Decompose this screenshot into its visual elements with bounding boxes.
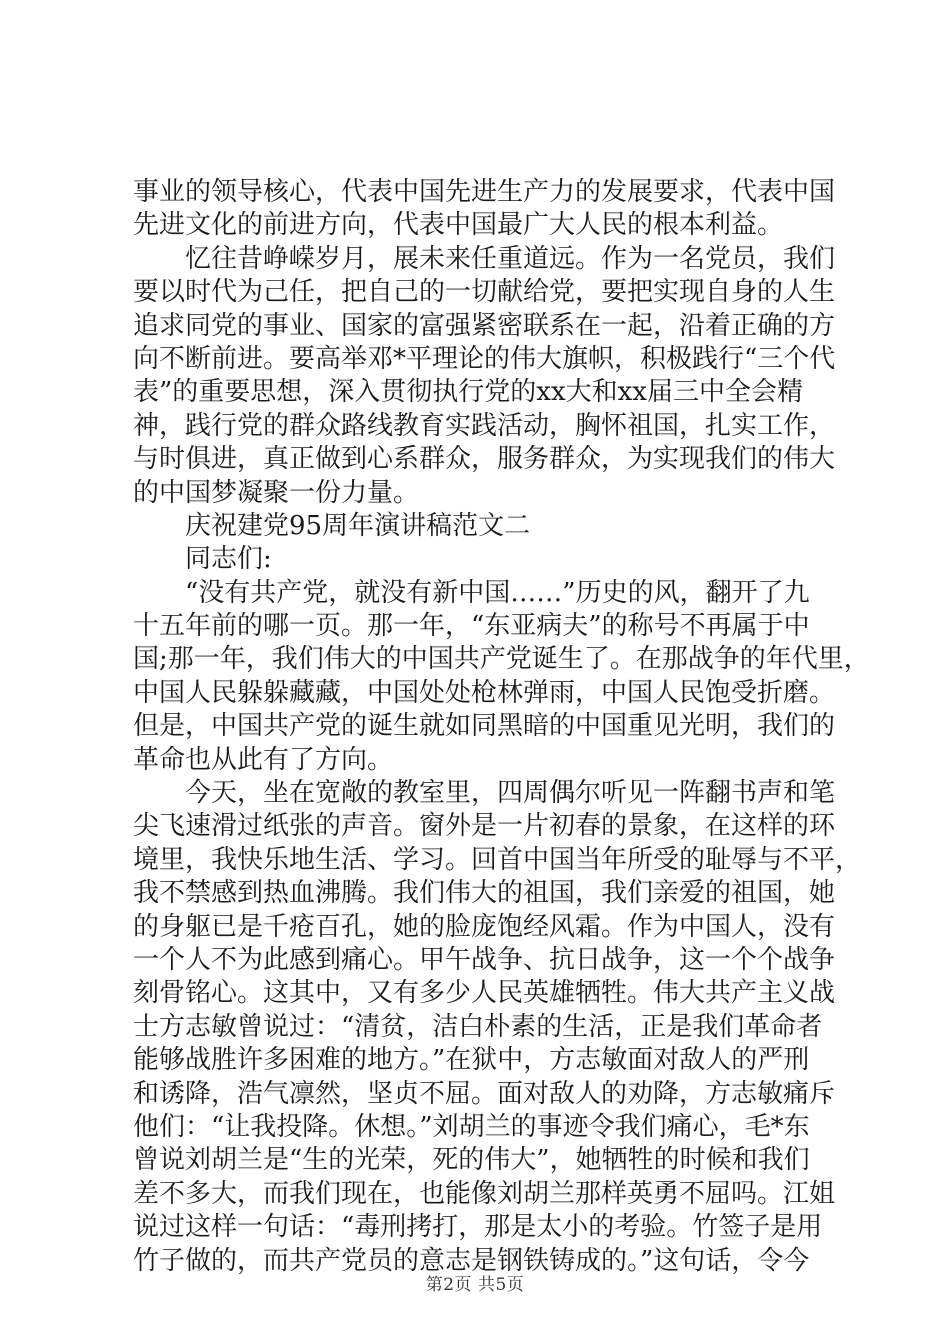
text-line: “没有共产党，就没有新中国……”历史的风，翻开了九 (185, 577, 810, 608)
text-line: 追求同党的事业、国家的富强紧密联系在一起，沿着正确的方 (133, 310, 836, 341)
text-line: 刻骨铭心。这其中，又有多少人民英雄牺牲。伟大共产主义战 (133, 978, 836, 1009)
text-line: 表”的重要思想，深入贯彻执行党的xx大和xx届三中全会精 (133, 377, 803, 408)
text-line: 向不断前进。要高举邓*平理论的伟大旗帜，积极践行“三个代 (133, 343, 836, 374)
text-line: 革命也从此有了方向。 (133, 744, 394, 775)
text-line: 中国人民躲躲藏藏，中国处处枪林弹雨，中国人民饱受折磨。 (133, 677, 836, 708)
text-line: 能够战胜许多困难的地方。”在狱中，方志敏面对敌人的严刑 (133, 1045, 810, 1076)
text-line: 神，践行党的群众路线教育实践活动，胸怀祖国，扎实工作， (133, 410, 836, 441)
text-line: 尖飞速滑过纸张的声音。窗外是一片初春的景象，在这样的环 (133, 811, 836, 842)
text-line: 我不禁感到热血沸腾。我们伟大的祖国，我们亲爱的祖国，她 (133, 878, 836, 909)
text-line: 十五年前的哪一页。那一年，“东亚病夫”的称号不再属于中 (133, 611, 810, 642)
document-body (133, 176, 870, 1278)
text-line: 忆往昔峥嵘岁月，展未来任重道远。作为一名党员，我们 (185, 243, 836, 274)
page-number-footer: 第2页 共5页 (425, 1275, 525, 1295)
text-line: 竹子做的，而共产党员的意志是钢铁铸成的。”这句话，令今 (133, 1245, 810, 1276)
section-heading: 庆祝建党95周年演讲稿范文二 (185, 510, 531, 541)
text-line: 要以时代为己任，把自己的一切献给党，要把实现自身的人生 (133, 277, 836, 308)
text-line: 曾说刘胡兰是“生的光荣，死的伟大”，她牺牲的时候和我们 (133, 1145, 810, 1176)
text-line: 的身躯已是千疮百孔，她的脸庞饱经风霜。作为中国人，没有 (133, 911, 836, 942)
text-line: 一个人不为此感到痛心。甲午战争、抗日战争，这一个个战争 (133, 944, 836, 975)
text-line: 先进文化的前进方向，代表中国最广大人民的根本利益。 (133, 210, 784, 241)
salutation: 同志们: (185, 544, 272, 575)
text-line: 国;那一年，我们伟大的中国共产党诞生了。在那战争的年代里， (133, 644, 870, 675)
text-line: 和诱降，浩气凛然，坚贞不屈。面对敌人的劝降，方志敏痛斥 (133, 1078, 836, 1109)
text-line: 差不多大，而我们现在，也能像刘胡兰那样英勇不屈吗。江姐 (133, 1178, 836, 1209)
text-line: 事业的领导核心，代表中国先进生产力的发展要求，代表中国 (133, 177, 836, 207)
text-line: 今天，坐在宽敞的教室里，四周偶尔听见一阵翻书声和笔 (185, 778, 836, 809)
text-line: 但是，中国共产党的诞生就如同黑暗的中国重见光明，我们的 (133, 711, 836, 742)
text-line: 与时俱进，真正做到心系群众，服务群众，为实现我们的伟大 (133, 444, 836, 475)
text-line: 境里，我快乐地生活、学习。回首中国当年所受的耻辱与不平， (133, 844, 862, 875)
text-line: 士方志敏曾说过：“清贫，洁白朴素的生活，正是我们革命者 (133, 1011, 823, 1042)
text-line: 他们：“让我投降。休想。”刘胡兰的事迹令我们痛心，毛*东 (133, 1111, 810, 1142)
text-line: 的中国梦凝聚一份力量。 (133, 477, 420, 508)
text-line: 说过这样一句话：“毒刑拷打，那是太小的考验。竹签子是用 (133, 1212, 823, 1243)
